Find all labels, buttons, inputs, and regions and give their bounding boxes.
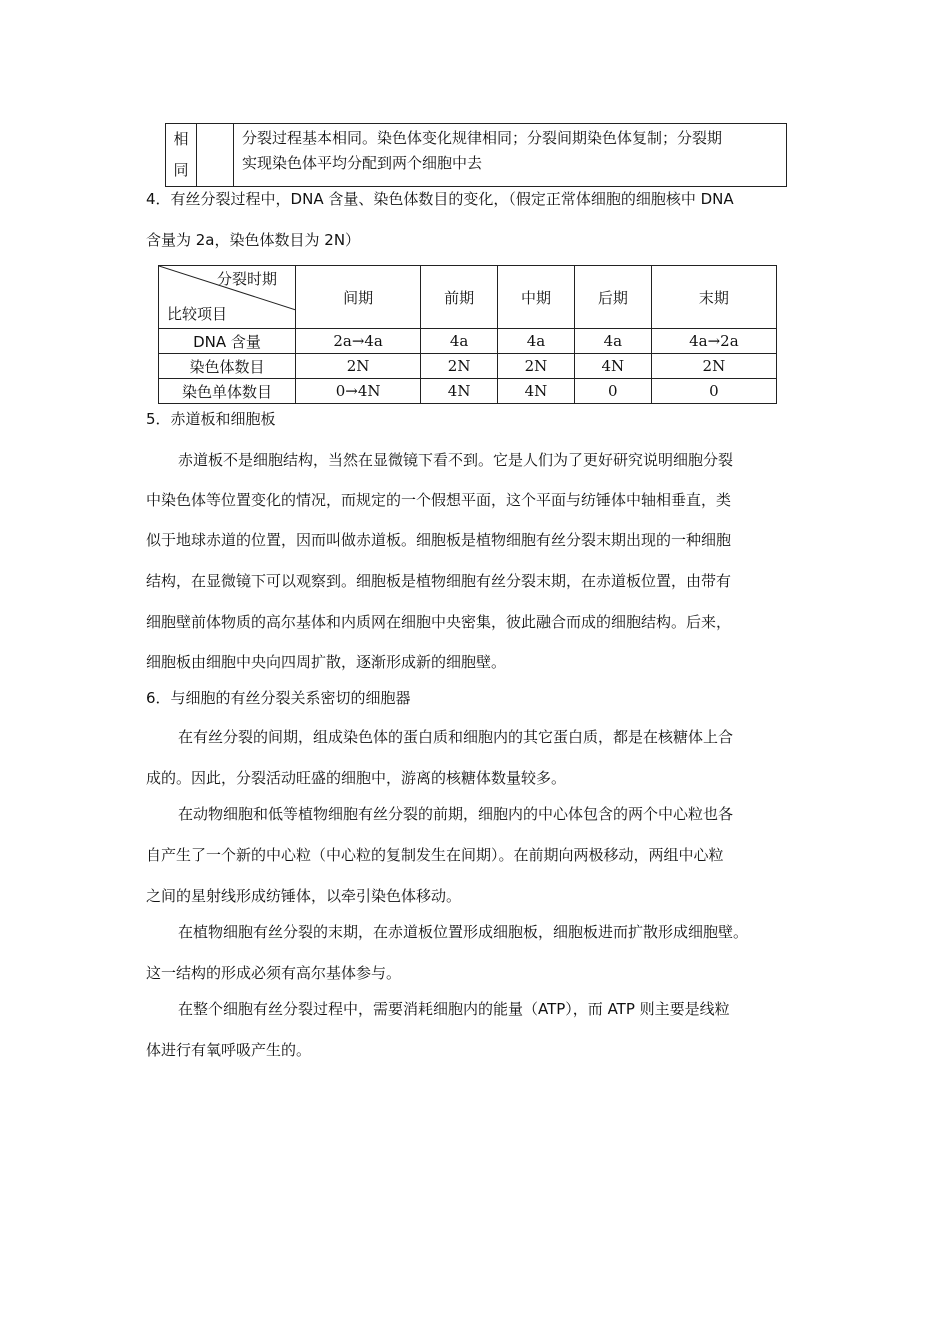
section-6-heading: 6．与细胞的有丝分裂关系密切的细胞器: [146, 689, 411, 707]
paragraph-line: 自产生了一个新的中心粒（中心粒的复制发生在间期）。在前期向两极移动，两组中心粒: [146, 846, 724, 864]
corner-label-period: 分裂时期: [216, 270, 277, 288]
table-cell: 0: [574, 379, 651, 404]
paragraph-line: 中染色体等位置变化的情况，而规定的一个假想平面，这个平面与纺锤体中轴相垂直，类: [146, 491, 732, 509]
table-cell: 2N: [651, 354, 776, 379]
column-header: 末期: [651, 266, 776, 329]
paragraph-line: 在植物细胞有丝分裂的末期，在赤道板位置形成细胞板，细胞板进而扩散形成细胞壁。: [178, 923, 749, 941]
description-cell: [234, 124, 787, 187]
row-label-char-1: 相: [173, 130, 189, 148]
row-label-char-2: 同: [173, 161, 189, 179]
row-label-cell: [166, 124, 197, 187]
paragraph-line: 之间的星射线形成纺锤体，以牵引染色体移动。: [146, 887, 462, 905]
row-label: DNA 含量: [159, 329, 296, 354]
paragraph-line: 在有丝分裂的间期，组成染色体的蛋白质和细胞内的其它蛋白质，都是在核糖体上合: [178, 728, 734, 746]
table-cell: 2N: [421, 354, 498, 379]
column-header: 前期: [421, 266, 498, 329]
empty-cell: [197, 124, 234, 187]
paragraph-line: 结构，在显微镜下可以观察到。细胞板是植物细胞有丝分裂末期，在赤道板位置，由带有: [146, 572, 732, 590]
dna-chromosome-table: [158, 265, 777, 404]
table-cell: 4N: [421, 379, 498, 404]
section-4-line-1: 4．有丝分裂过程中，DNA 含量、染色体数目的变化，（假定正常体细胞的细胞核中 DNA: [146, 190, 734, 208]
comparison-table-continuation: [165, 123, 787, 187]
table-cell: 2N: [296, 354, 421, 379]
row-label: 染色单体数目: [159, 379, 296, 404]
paragraph-line: 体进行有氧呼吸产生的。: [146, 1041, 312, 1059]
table-cell: 0→4N: [296, 379, 421, 404]
description-line-2: 实现染色体平均分配到两个细胞中去: [242, 154, 483, 172]
table-row-chromosome: [159, 354, 777, 379]
table-cell: 4a: [574, 329, 651, 354]
table-header-row: [159, 266, 777, 329]
table-cell: 2N: [498, 354, 575, 379]
table-cell: 4N: [574, 354, 651, 379]
paragraph-line: 似于地球赤道的位置，因而叫做赤道板。细胞板是植物细胞有丝分裂末期出现的一种细胞: [146, 531, 732, 549]
paragraph-line: 在整个细胞有丝分裂过程中，需要消耗细胞内的能量（ATP），而 ATP 则主要是线粒: [178, 1000, 730, 1018]
paragraph-line: 这一结构的形成必须有高尔基体参与。: [146, 964, 402, 982]
paragraph-line: 细胞板由细胞中央向四周扩散，逐渐形成新的细胞壁。: [146, 653, 507, 671]
paragraph-line: 成的。因此，分裂活动旺盛的细胞中，游离的核糖体数量较多。: [146, 769, 567, 787]
paragraph-line: 赤道板不是细胞结构，当然在显微镜下看不到。它是人们为了更好研究说明细胞分裂: [178, 451, 734, 469]
section-5-heading: 5．赤道板和细胞板: [146, 410, 276, 428]
table-row-chromatid: [159, 379, 777, 404]
section-4-line-2: 含量为 2a，染色体数目为 2N）: [146, 231, 361, 249]
paragraph-line: 在动物细胞和低等植物细胞有丝分裂的前期，细胞内的中心体包含的两个中心粒也各: [178, 805, 734, 823]
table-cell: 2a→4a: [296, 329, 421, 354]
table-cell: 0: [651, 379, 776, 404]
table-cell: 4a: [498, 329, 575, 354]
table-corner-cell: [159, 266, 296, 329]
table-cell: 4a: [421, 329, 498, 354]
column-header: 中期: [498, 266, 575, 329]
corner-label-item: 比较项目: [167, 305, 228, 323]
table-cell: 4N: [498, 379, 575, 404]
table-cell: 4a→2a: [651, 329, 776, 354]
row-label: 染色体数目: [159, 354, 296, 379]
paragraph-line: 细胞壁前体物质的高尔基体和内质网在细胞中央密集，彼此融合而成的细胞结构。后来，: [146, 613, 732, 631]
table-row: [166, 124, 787, 187]
column-header: 后期: [574, 266, 651, 329]
table-row-dna: [159, 329, 777, 354]
column-header: 间期: [296, 266, 421, 329]
description-line-1: 分裂过程基本相同。染色体变化规律相同；分裂间期染色体复制；分裂期: [242, 129, 723, 147]
